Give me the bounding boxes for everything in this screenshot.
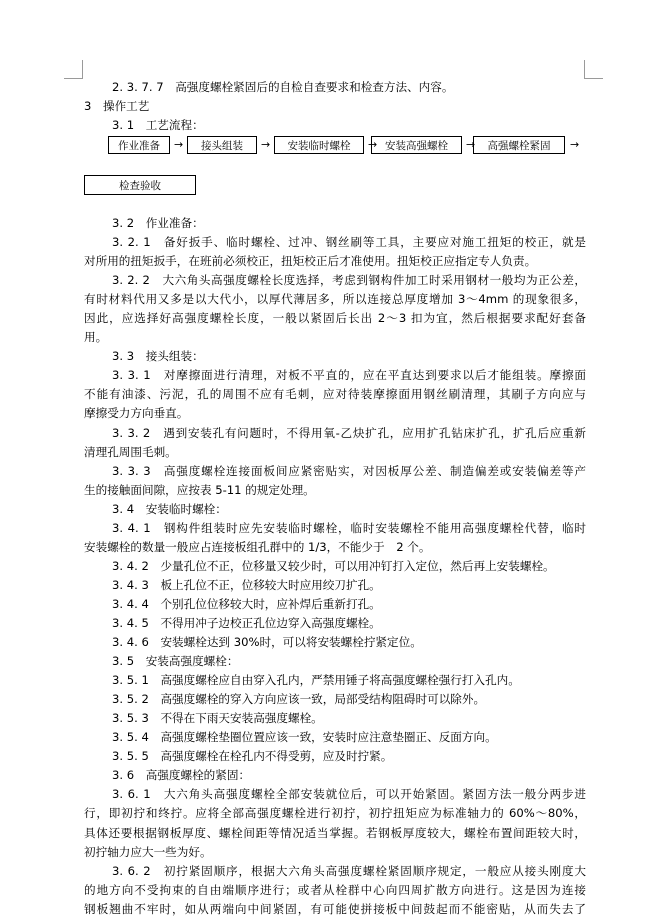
text-line: 3. 6 高强度螺栓的紧固： — [112, 768, 251, 783]
flow-step-joint-assembly: 接头组装 — [187, 136, 257, 154]
text-line: 3. 3 接头组装： — [112, 349, 204, 364]
text-line: 3. 4. 2 少量孔位不正，位移量又较少时，可以用冲钉打入定位，然后再上安装螺栓。 — [112, 558, 555, 573]
text-line: 的地方向不受拘束的自由端顺序进行；或者从栓群中心向四周扩散方向进行。这是因为连接 — [84, 882, 586, 897]
text-line: 钢板翘曲不牢时，如从两端向中间紧固，有可能使拼接板中间鼓起而不能密贴，从而失去了 — [84, 901, 586, 916]
margin-corner-mark-left — [64, 60, 83, 79]
text-line: 初拧轴力应大一些为好。 — [84, 844, 212, 859]
text-line: 3. 3. 2 遇到安装孔有问题时，不得用氧-乙炔扩孔，应用扩孔钻床扩孔，扩孔后应重新 — [112, 425, 586, 440]
margin-corner-mark-right — [584, 60, 603, 79]
text-line: 3. 1 工艺流程： — [112, 118, 204, 133]
flow-arrow: → — [174, 138, 184, 151]
text-line: 用。 — [84, 330, 108, 345]
flow-step-prepare: 作业准备 — [108, 136, 170, 154]
text-line: 清理孔周围毛刺。 — [84, 444, 177, 459]
text-line: 2. 3. 7. 7 高强度螺栓紧固后的自检自查要求和检查方法、内容。 — [112, 80, 454, 94]
text-line: 摩擦受力方向垂直。 — [84, 406, 189, 421]
text-line: 3. 2. 1 备好扳手、临时螺栓、过冲、钢丝刷等工具，主要应对施工扭矩的校正，就是 — [112, 235, 586, 250]
flow-arrow: → — [261, 138, 271, 151]
text-line: 3. 4. 4 个别孔位位移较大时，应补焊后重新打孔。 — [112, 596, 381, 611]
text-line: 3. 5. 3 不得在下雨天安装高强度螺栓。 — [112, 711, 323, 726]
text-line: 行，即初拧和终拧。应将全部高强度螺栓进行初拧，初拧扭矩应为标准轴力的 60%～80%， — [84, 806, 586, 821]
text-line: 因此，应选择好高强度螺栓长度，一般以紧固后长出 2～3 扣为宜，然后根据要求配好套备 — [84, 311, 586, 326]
text-line: 不能有油漆、污泥，孔的周围不应有毛刺，应对待装摩擦面用钢丝刷清理，其刷子方向应与 — [84, 387, 586, 402]
text-line: 3. 5. 1 高强度螺栓应自由穿入孔内，严禁用锤子将高强度螺栓强行打入孔内。 — [112, 673, 520, 688]
text-line: 3. 5 安装高强度螺栓： — [112, 654, 239, 669]
text-line: 3. 6. 2 初拧紧固顺序，根据大六角头高强度螺栓紧固顺序规定，一般应从接头刚度大 — [112, 863, 586, 878]
flow-arrow: → — [368, 138, 378, 151]
text-line: 3. 4 安装临时螺栓： — [112, 501, 227, 516]
text-line: 有时材料代用又多是以大代小，以厚代薄居多，所以连接总厚度增加 3～4mm 的现象很多， — [84, 292, 586, 307]
flow-step-inspection: 检查验收 — [84, 175, 196, 195]
text-line: 3. 4. 6 安装螺栓达到 30%时，可以将安装螺栓拧紧定位。 — [112, 635, 422, 650]
text-line: 生的接触面间隙，应按表 5-11 的规定处理。 — [84, 482, 315, 497]
text-line: 3. 6. 1 大六角头高强度螺栓全部安装就位后，可以开始紧固。紧固方法一般分两步进 — [112, 787, 586, 802]
text-line: 3. 4. 1 钢构件组装时应先安装临时螺栓，临时安装螺栓不能用高强度螺栓代替，临时 — [112, 520, 586, 535]
text-line: 3. 2. 2 大六角头高强度螺栓长度选择，考虑到钢构件加工时采用钢材一般均为正公差， — [112, 273, 586, 288]
flow-arrow: → — [466, 138, 476, 151]
text-line: 3. 3. 3 高强度螺栓连接面板间应紧密贴实，对因板厚公差、制造偏差或安装偏差等产 — [112, 463, 586, 478]
text-line: 3. 4. 3 板上孔位不正，位移较大时应用绞刀扩孔。 — [112, 577, 381, 592]
flow-step-temp-bolts: 安装临时螺栓 — [274, 136, 364, 154]
text-line: 3. 4. 5 不得用冲子边校正孔位边穿入高强度螺栓。 — [112, 615, 381, 630]
text-line: 3. 5. 2 高强度螺栓的穿入方向应该一致，局部受结构阻碍时可以除外。 — [112, 692, 486, 707]
text-line: 对所用的扭矩扳手，在班前必须校正，扭矩校正后才准使用。扭矩校正应指定专人负责。 — [84, 254, 537, 269]
document-body-top — [84, 78, 586, 135]
flow-step-tightening: 高强螺栓紧固 — [473, 136, 565, 154]
text-line: 3 操作工艺 — [84, 99, 150, 114]
flow-arrow: → — [570, 138, 580, 151]
document-body — [84, 214, 586, 919]
text-line: 3. 2 作业准备： — [112, 216, 204, 230]
text-line: 3. 5. 5 高强度螺栓在栓孔内不得受剪，应及时拧紧。 — [112, 749, 393, 764]
process-flowchart — [108, 136, 588, 156]
text-line: 3. 3. 1 对摩擦面进行清理，对板不平直的，应在平直达到要求以后才能组装。摩擦面 — [112, 368, 586, 383]
flow-step-hs-bolts: 安装高强螺栓 — [371, 136, 462, 154]
text-line: 具体还要根据钢板厚度、螺栓间距等情况适当掌握。若钢板厚度较大，螺栓布置间距较大时， — [84, 825, 586, 840]
text-line: 安装螺栓的数量一般应占连接板组孔群中的 1/3，不能少于 2 个。 — [84, 539, 431, 554]
text-line: 3. 5. 4 高强度螺栓垫圈位置应该一致，安装时应注意垫圈正、反面方向。 — [112, 730, 497, 745]
